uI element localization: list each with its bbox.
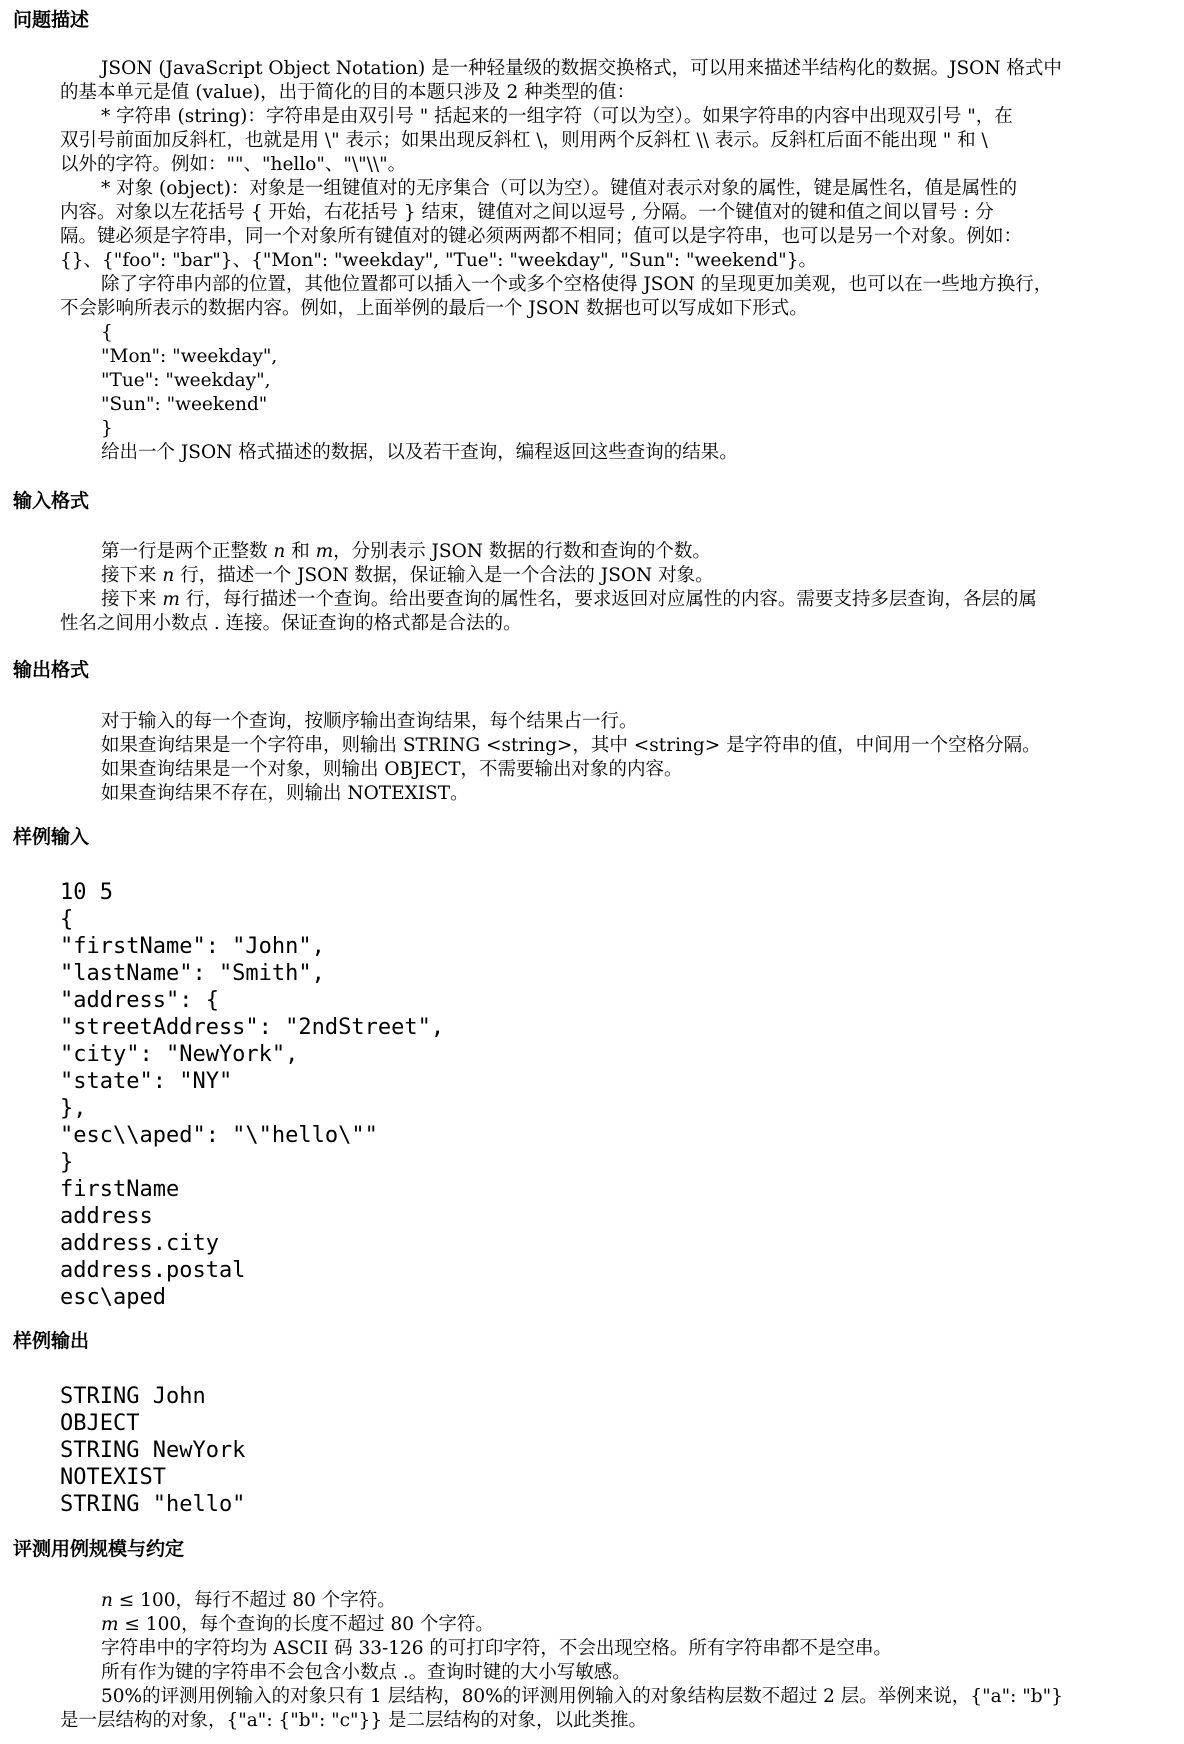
desc-line: 双引号前面加反斜杠，也就是用 \" 表示；如果出现反斜杠 \，则用两个反斜杠 \\ 表示。反斜杠后面不能出现 " 和 \	[60, 130, 988, 151]
output-line: 如果查询结果不存在，则输出 NOTEXIST。	[101, 783, 469, 804]
constraint-line: 所有作为键的字符串不会包含小数点 .。查询时键的大小写敏感。	[101, 1662, 631, 1683]
desc-line: 内容。对象以左花括号 { 开始，右花括号 } 结束，键值对之间以逗号 , 分隔。一个键值对的键和值之间以冒号 : 分	[60, 202, 994, 223]
sample-input-line: "lastName": "Smith",	[60, 961, 325, 986]
desc-example-line: "Tue": "weekday",	[101, 370, 271, 391]
section-title-input: 输入格式	[13, 490, 90, 512]
desc-line: 除了字符串内部的位置，其他位置都可以插入一个或多个空格使得 JSON 的呈现更加美观，也可以在一些地方换行，	[101, 274, 1053, 295]
input-line: 接下来 n 行，描述一个 JSON 数据，保证输入是一个合法的 JSON 对象。	[101, 565, 714, 586]
constraint-line: m ≤ 100，每个查询的长度不超过 80 个字符。	[101, 1614, 494, 1635]
sample-input-line: address	[60, 1204, 153, 1229]
sample-input-line: "firstName": "John",	[60, 934, 325, 959]
var-m: m	[315, 541, 334, 562]
input-line: 接下来 m 行，每行描述一个查询。给出要查询的属性名，要求返回对应属性的内容。需要支持多层查询，各层的属	[101, 589, 1037, 610]
section-title-sample-output: 样例输出	[13, 1330, 90, 1352]
desc-example-line: {	[101, 322, 113, 343]
sample-output-line: STRING "hello"	[60, 1492, 246, 1517]
desc-line: * 对象 (object)：对象是一组键值对的无序集合（可以为空）。键值对表示对象的属性，键是属性名，值是属性的	[101, 178, 1018, 199]
output-line: 如果查询结果是一个对象，则输出 OBJECT，不需要输出对象的内容。	[101, 759, 683, 780]
output-line: 对于输入的每一个查询，按顺序输出查询结果，每个结果占一行。	[101, 711, 638, 732]
section-title-description: 问题描述	[13, 9, 90, 31]
sample-input-line: address.city	[60, 1231, 219, 1256]
output-line: 如果查询结果是一个字符串，则输出 STRING <string>，其中 <string> 是字符串的值，中间用一个空格分隔。	[101, 735, 1041, 756]
sample-input-line: },	[60, 1096, 87, 1121]
sample-input-line: "state": "NY"	[60, 1069, 233, 1094]
desc-line: {}、{"foo": "bar"}、{"Mon": "weekday", "Tue": "weekday", "Sun": "weekend"}。	[60, 250, 817, 271]
constraint-line: 字符串中的字符均为 ASCII 码 33-126 的可打印字符，不会出现空格。所有字符串都不是空串。	[101, 1638, 892, 1659]
sample-output-line: OBJECT	[60, 1411, 140, 1436]
sample-input-line: "esc\\aped": "\"hello\""	[60, 1123, 378, 1148]
desc-example-line: "Sun": "weekend"	[101, 394, 268, 415]
sample-input-line: }	[60, 1150, 74, 1175]
sample-output-line: STRING NewYork	[60, 1438, 246, 1463]
desc-example-line: }	[101, 418, 113, 439]
var-m: m	[101, 1614, 119, 1635]
sample-input-line: {	[60, 907, 74, 932]
sample-input-line: firstName	[60, 1177, 180, 1202]
constraint-line: 是一层结构的对象，{"a": {"b": "c"}} 是二层结构的对象，以此类推。	[60, 1710, 647, 1731]
section-title-output: 输出格式	[13, 659, 90, 681]
constraint-line: n ≤ 100，每行不超过 80 个字符。	[101, 1590, 396, 1611]
desc-line: 给出一个 JSON 格式描述的数据，以及若干查询，编程返回这些查询的结果。	[101, 442, 738, 463]
sample-input-line: "streetAddress": "2ndStreet",	[60, 1015, 445, 1040]
sample-input-line: esc\aped	[60, 1285, 166, 1310]
var-n: n	[273, 541, 286, 562]
sample-input-line: 10 5	[60, 880, 113, 905]
desc-line: 的基本单元是值 (value)，出于简化的目的本题只涉及 2 种类型的值：	[60, 82, 636, 103]
input-line: 第一行是两个正整数 n 和 m，分别表示 JSON 数据的行数和查询的个数。	[101, 541, 711, 562]
section-title-sample-input: 样例输入	[13, 826, 90, 848]
sample-output-line: STRING John	[60, 1384, 206, 1409]
desc-example-line: "Mon": "weekday",	[101, 346, 278, 367]
desc-line: 不会影响所表示的数据内容。例如，上面举例的最后一个 JSON 数据也可以写成如下形式。	[60, 298, 808, 319]
sample-output-line: NOTEXIST	[60, 1465, 166, 1490]
section-title-constraints: 评测用例规模与约定	[13, 1538, 185, 1560]
sample-input-line: address.postal	[60, 1258, 246, 1283]
desc-line: 以外的字符。例如：""、"hello"、"\"\\"。	[60, 154, 407, 175]
input-line: 性名之间用小数点 . 连接。保证查询的格式都是合法的。	[60, 613, 522, 634]
desc-line: 隔。键必须是字符串，同一个对象所有键值对的键必须两两都不相同；值可以是字符串，也可以是另一个对象。例如：	[60, 226, 1023, 247]
var-m: m	[162, 589, 180, 610]
sample-input-line: "city": "NewYork",	[60, 1042, 299, 1067]
constraint-line: 50%的评测用例输入的对象只有 1 层结构，80%的评测用例输入的对象结构层数不超过 2 层。举例来说，{"a": "b"}	[101, 1686, 1063, 1707]
desc-line: JSON (JavaScript Object Notation) 是一种轻量级的数据交换格式，可以用来描述半结构化的数据。JSON 格式中	[101, 58, 1062, 79]
var-n: n	[162, 565, 175, 586]
var-n: n	[101, 1590, 113, 1611]
sample-input-line: "address": {	[60, 988, 219, 1013]
desc-line: * 字符串 (string)：字符串是由双引号 " 括起来的一组字符（可以为空）。如果字符串的内容中出现双引号 "，在	[101, 106, 1013, 127]
